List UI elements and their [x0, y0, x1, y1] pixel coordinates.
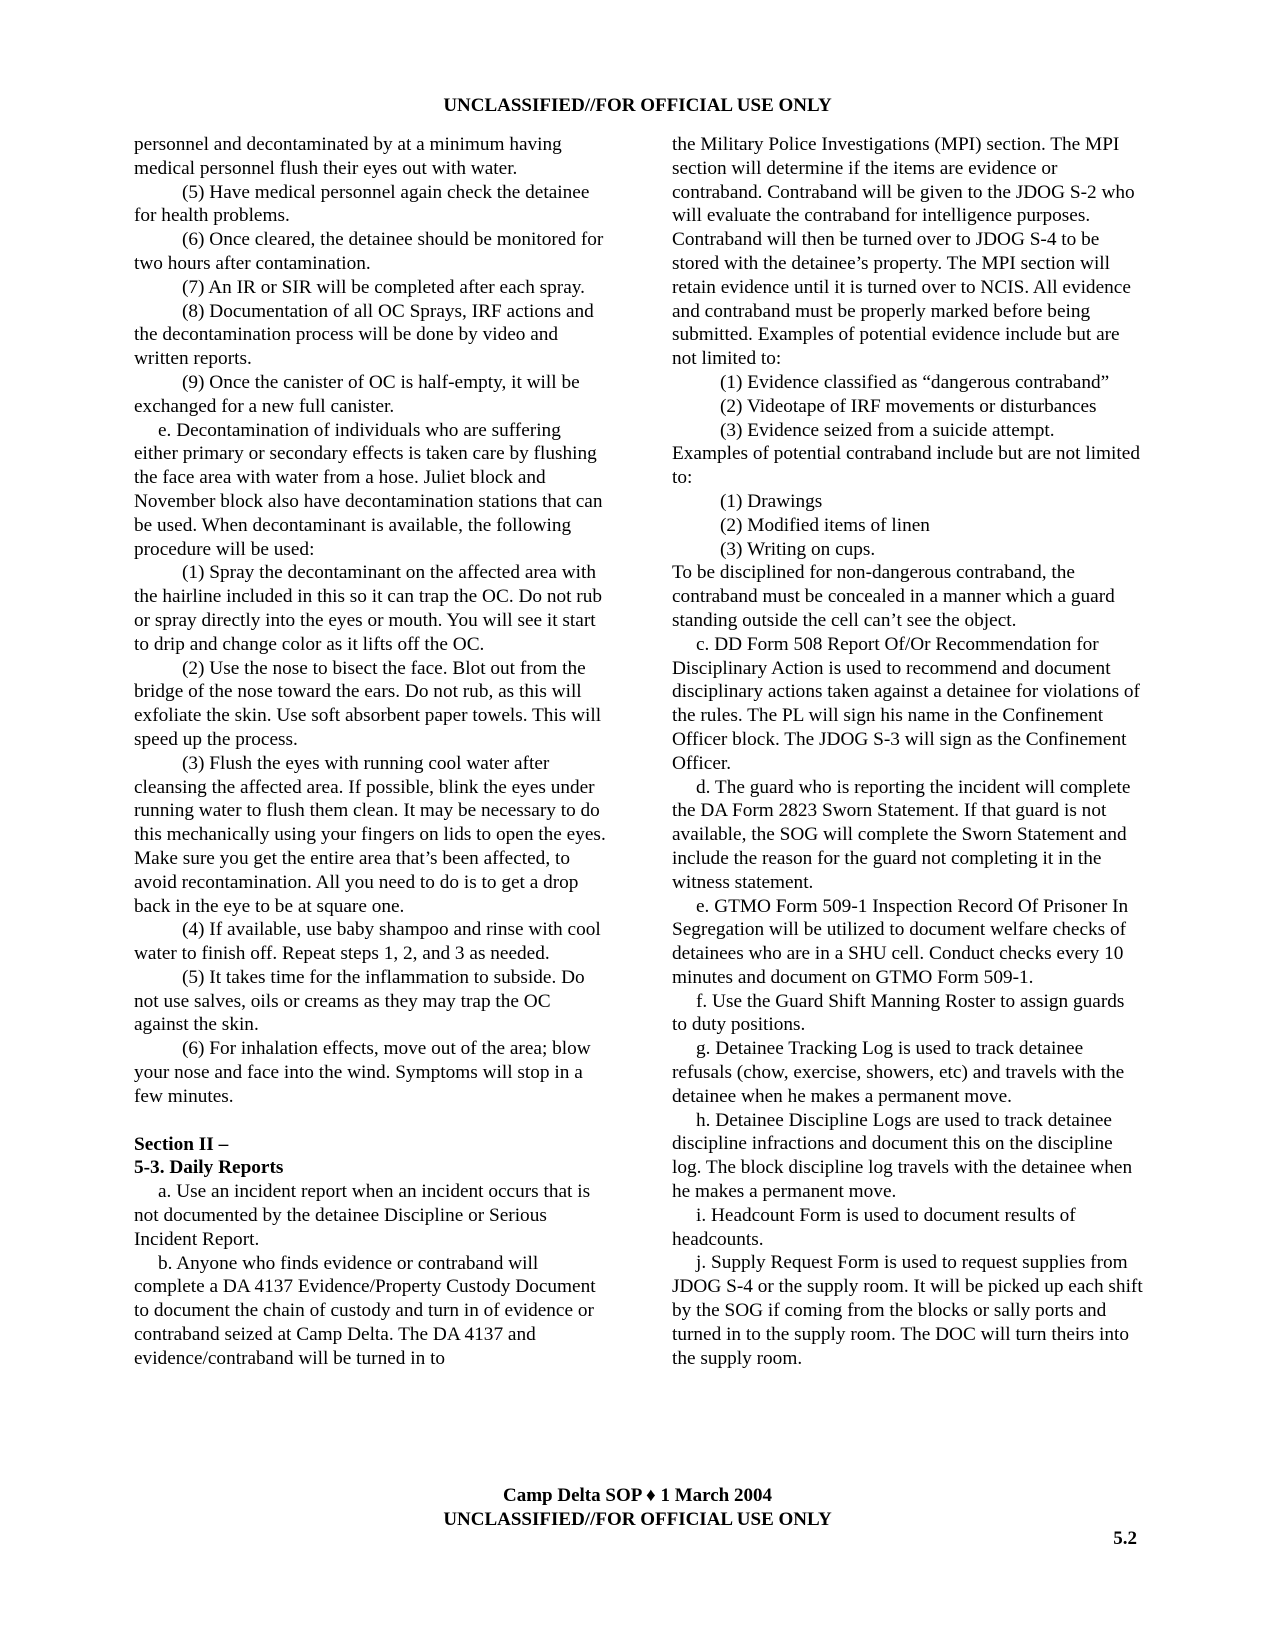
- header-classification: UNCLASSIFIED//FOR OFFICIAL USE ONLY: [443, 95, 832, 116]
- list-item: (3) Evidence seized from a suicide attempt.: [720, 419, 1055, 441]
- right-column: [672, 133, 1144, 1370]
- paragraph: (5) Have medical personnel again check the detainee for health problems.: [134, 181, 590, 227]
- paragraph: (3) Flush the eyes with running cool water after cleansing the affected area. If possible, blink the eyes under running water to flush them clean. It may be necessary to do this mechanically using your fingers on lids to open the eyes. Make sure you get the entire area that’s been affected, to avoid recontamination. All you need to do is to get a drop back in the eye to be at square one.: [134, 752, 606, 917]
- paragraph: (6) Once cleared, the detainee should be monitored for two hours after contamination.: [134, 229, 604, 274]
- paragraph: a. Use an incident report when an incident occurs that is not documented by the detainee Discipline or Serious Incident Report.: [134, 1181, 591, 1250]
- page-number: 5.2: [1113, 1528, 1137, 1549]
- footer-title: Camp Delta SOP ♦ 1 March 2004: [503, 1485, 772, 1506]
- paragraph: i. Headcount Form is used to document results of headcounts.: [672, 1204, 1076, 1250]
- list-item: (2) Modified items of linen: [720, 514, 930, 536]
- paragraph: (4) If available, use baby shampoo and rinse with cool water to finish off. Repeat steps 1, 2, and 3 as needed.: [134, 919, 601, 965]
- paragraph: (8) Documentation of all OC Sprays, IRF actions and the decontamination process will be done by video and written reports.: [134, 300, 594, 370]
- paragraph: e. GTMO Form 509-1 Inspection Record Of Prisoner In Segregation will be utilized to document welfare checks of detainees who are in a SHU cell. Conduct checks every 10 minutes and document on GTMO Form 509-1.: [672, 895, 1129, 988]
- subsection-heading: 5-3. Daily Reports: [134, 1157, 284, 1179]
- paragraph: (5) It takes time for the inflammation to subside. Do not use salves, oils or creams as they may trap the OC against the skin.: [134, 966, 585, 1036]
- paragraph: (6) For inhalation effects, move out of the area; blow your nose and face into the wind. Symptoms will stop in a few minutes.: [134, 1038, 591, 1107]
- paragraph: the Military Police Investigations (MPI) section. The MPI section will determine if the items are evidence or contraband. Contraband will be given to the JDOG S-2 who will evaluate the contraband for intelligence purposes. Contraband will then be turned over to JDOG S-4 to be stored with the detainee’s property. The MPI section will retain evidence until it is turned over to NCIS. All evidence and contraband must be properly marked before being submitted. Examples of potential evidence include but are not limited to:: [672, 134, 1135, 370]
- paragraph: (9) Once the canister of OC is half-empty, it will be exchanged for a new full canister.: [134, 371, 580, 417]
- list-item: (1) Evidence classified as “dangerous contraband”: [720, 371, 1110, 393]
- section-heading: Section II –: [134, 1133, 229, 1155]
- paragraph: e. Decontamination of individuals who are suffering either primary or secondary effects is taken care by flushing the face area with water from a hose. Juliet block and November block also have decontamination stations that can be used. When decontaminant is available, the following procedure will be used:: [134, 419, 603, 560]
- list-item: (2) Videotape of IRF movements or disturbances: [720, 395, 1097, 417]
- paragraph: h. Detainee Discipline Logs are used to track detainee discipline infractions and document this on the discipline log. The block discipline log travels with the detainee when he makes a permanent move.: [672, 1109, 1133, 1203]
- paragraph: d. The guard who is reporting the incident will complete the DA Form 2823 Sworn Statement. If that guard is not available, the SOG will complete the Sworn Statement and include the reason for the guard not completing it in the witness statement.: [672, 776, 1131, 893]
- paragraph: (2) Use the nose to bisect the face. Blot out from the bridge of the nose toward the ears. Do not rub, as this will exfoliate the skin. Use soft absorbent paper towels. This will speed up the process.: [134, 657, 602, 750]
- paragraph: g. Detainee Tracking Log is used to track detainee refusals (chow, exercise, showers, etc) and travels with the detainee when he makes a permanent move.: [672, 1038, 1125, 1107]
- list-item: (1) Drawings: [720, 490, 823, 512]
- paragraph: j. Supply Request Form is used to request supplies from JDOG S-4 or the supply room. It will be picked up each shift by the SOG if coming from the blocks or sally ports and turned in to the supply room. The DOC will turn theirs into the supply room.: [672, 1252, 1143, 1369]
- footer-classification: UNCLASSIFIED//FOR OFFICIAL USE ONLY: [443, 1509, 832, 1530]
- paragraph: (7) An IR or SIR will be completed after each spray.: [182, 276, 585, 298]
- paragraph: b. Anyone who finds evidence or contraband will complete a DA 4137 Evidence/Property Custody Document to document the chain of custody and turn in of evidence or contraband seized at Camp Delta. The DA 4137 and evidence/contraband will be turned in to: [134, 1252, 596, 1369]
- paragraph: c. DD Form 508 Report Of/Or Recommendation for Disciplinary Action is used to recommend and document disciplinary actions taken against a detainee for violations of the rules. The PL will sign his name in the Confinement Officer block. The JDOG S-3 will sign as the Confinement Officer.: [672, 633, 1140, 774]
- paragraph: Examples of potential contraband include but are not limited to:: [672, 443, 1140, 489]
- left-column: [134, 133, 606, 1371]
- paragraph: personnel and decontaminated by at a minimum having medical personnel flush their eyes out with water.: [134, 134, 562, 179]
- paragraph: To be disciplined for non-dangerous contraband, the contraband must be concealed in a manner which a guard standing outside the cell can’t see the object.: [672, 562, 1115, 631]
- list-item: (3) Writing on cups.: [720, 538, 876, 560]
- paragraph: f. Use the Guard Shift Manning Roster to assign guards to duty positions.: [672, 990, 1125, 1036]
- paragraph: (1) Spray the decontaminant on the affected area with the hairline included in this so it can trap the OC. Do not rub or spray directly into the eyes or mouth. You will see it start to drip and change color as it lifts off the OC.: [134, 562, 603, 655]
